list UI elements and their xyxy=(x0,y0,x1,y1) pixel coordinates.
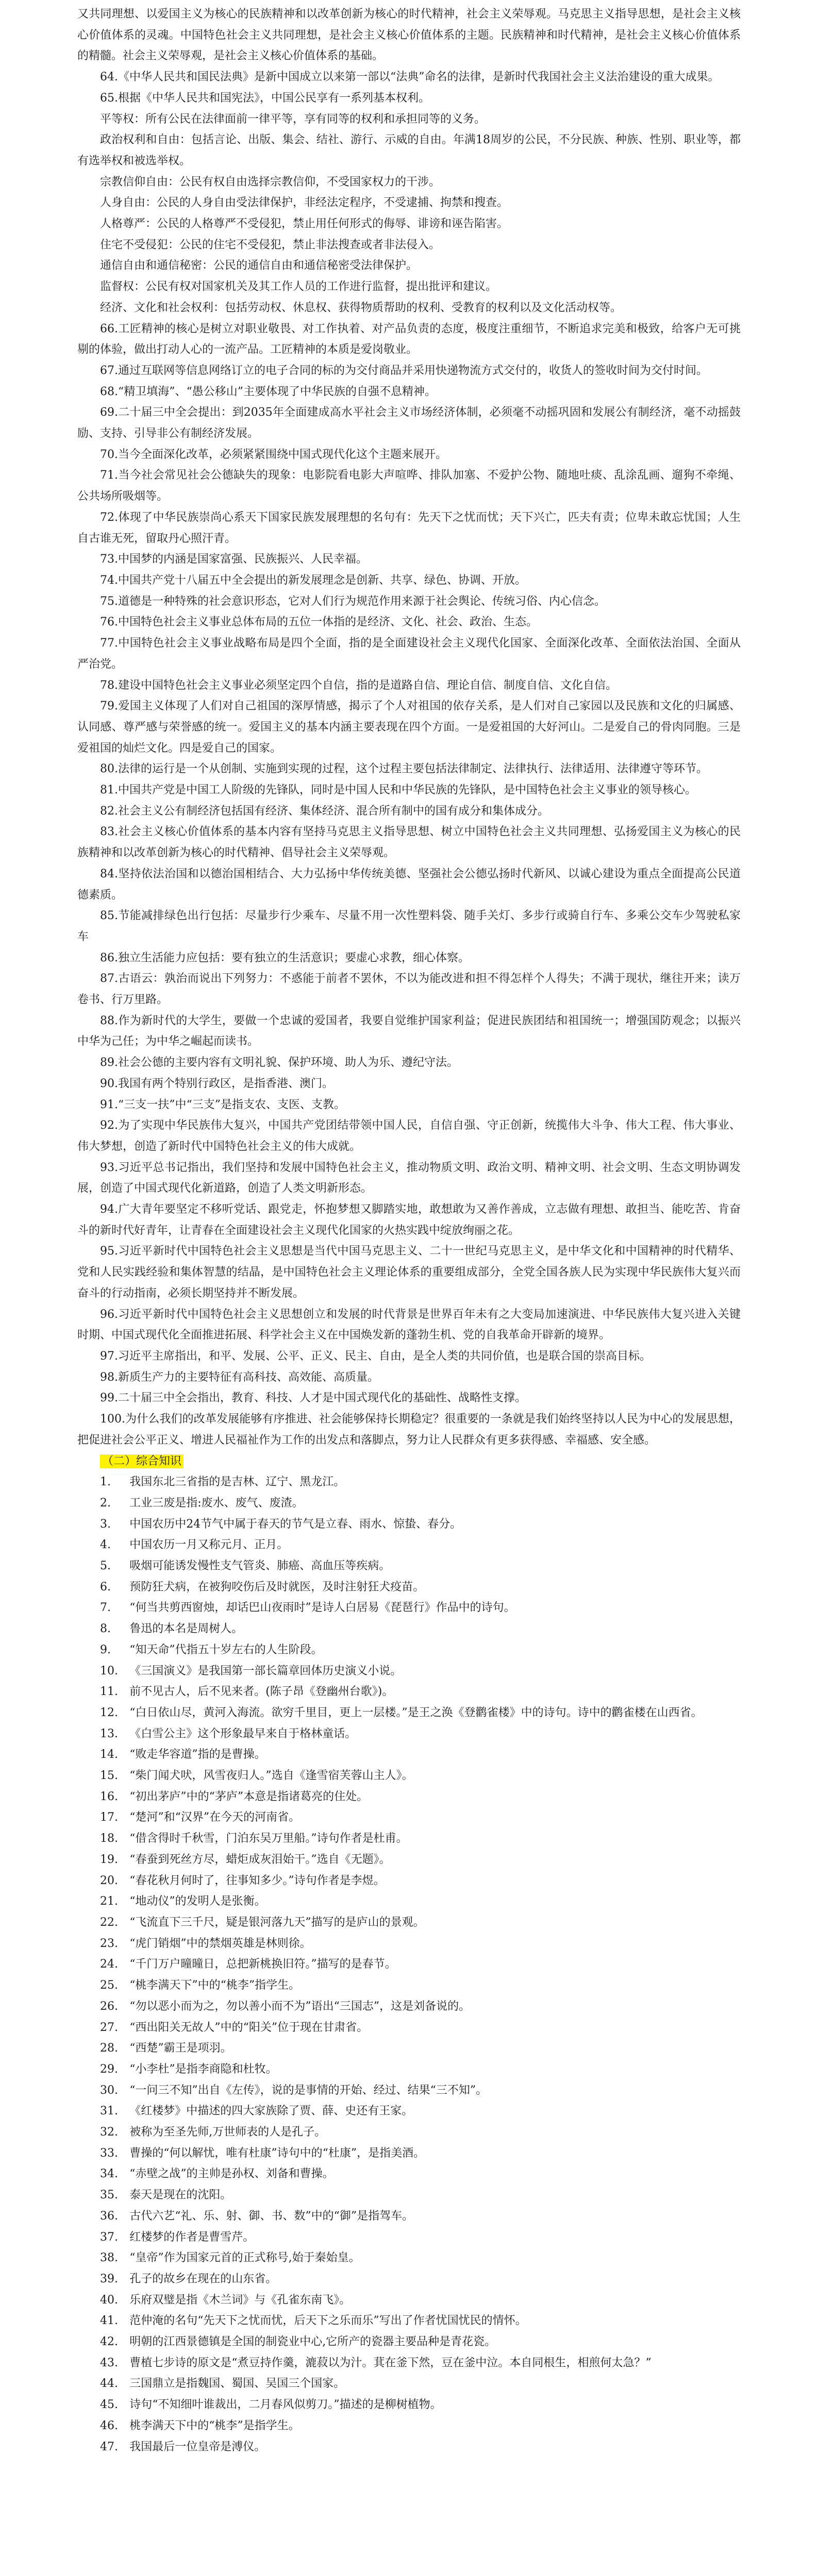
paragraph: 75.道德是一种特殊的社会意识形态，它对人们行为规范作用来源于社会舆论、传统习俗、内心信念。 xyxy=(100,595,606,608)
list-item-number: 23. xyxy=(100,1937,118,1950)
list-item-number: 34. xyxy=(100,2167,118,2181)
list-item-text: 古代六艺“礼、乐、射、御、书、数”中的“御”是指驾车。 xyxy=(129,2209,414,2223)
list-item-number: 28. xyxy=(100,2042,118,2055)
list-item-text: 《三国演义》是我国第一部长篇章回体历史演义小说。 xyxy=(129,1664,402,1677)
paragraph: 81.中国共产党是中国工人阶级的先锋队，同时是中国人民和中华民族的先锋队，是中国特色社会主义事业的领导核心。 xyxy=(100,784,696,797)
list-item-number: 44. xyxy=(100,2377,118,2391)
paragraph: 91.“三支一扶”中“三支”是指支农、支医、支教。 xyxy=(100,1098,345,1111)
list-item xyxy=(77,1891,741,1912)
list-item xyxy=(77,2018,741,2039)
list-item-number: 40. xyxy=(100,2293,118,2307)
paragraph: 68.“精卫填海”、“愚公移山”主要体现了中华民族的自强不息精神。 xyxy=(100,385,436,398)
list-item xyxy=(77,2080,741,2102)
list-item-number: 38. xyxy=(100,2251,118,2265)
list-item xyxy=(77,2416,741,2437)
list-item-number: 46. xyxy=(100,2419,118,2432)
paragraph: 100.为什么我们的改革发展能够有序推进、社会能够保持长期稳定？很重要的一条就是我们始终坚持以人民为中心的发展思想，把促进社会公平正义、增进人民福祉作为工作的出发点和落脚点，努力让人民群众有更多获得感、幸福感、安全感。 xyxy=(77,1413,741,1447)
list-item xyxy=(77,2101,741,2122)
list-item xyxy=(77,1514,741,1535)
list-item-text: “败走华容道”指的是曹操。 xyxy=(129,1748,266,1761)
section-heading-highlight xyxy=(100,1454,183,1468)
list-item-text: “知天命”代指五十岁左右的人生阶段。 xyxy=(129,1643,323,1656)
policy-knowledge-section xyxy=(77,4,741,1451)
list-item-number: 10. xyxy=(100,1664,118,1677)
list-item-number: 41. xyxy=(100,2314,118,2328)
list-item-text: “千门万户曈曈日，总把新桃换旧符。”描写的是春节。 xyxy=(129,1958,396,1971)
section-marker: （二） xyxy=(102,1454,137,1468)
list-item-text: “何当共剪西窗烛，却话巴山夜雨时”是诗人白居易《琵琶行》作品中的诗句。 xyxy=(129,1601,515,1615)
list-item xyxy=(77,2353,741,2374)
list-item-text: “勿以恶小而为之，勿以善小而不为”语出“三国志”，这是刘备说的。 xyxy=(129,1999,471,2013)
list-item xyxy=(77,1996,741,2018)
paragraph: 74.中国共产党十八届五中全会提出的新发展理念是创新、共享、绿色、协调、开放。 xyxy=(100,573,526,587)
list-item xyxy=(77,1766,741,1787)
paragraph: 77.中国特色社会主义事业战略布局是四个全面，指的是全面建设社会主义现代化国家、全面深化改革、全面依法治国、全面从严治党。 xyxy=(77,637,741,671)
list-item xyxy=(77,2374,741,2395)
list-item xyxy=(77,1556,741,1577)
paragraph: 64.《中华人民共和国民法典》是新中国成立以来第一部以“法典”命名的法律，是新时代我国社会主义法治建设的重大成果。 xyxy=(100,71,720,84)
list-item-text: 预防狂犬病，在被狗咬伤后及时就医，及时注射狂犬疫苗。 xyxy=(129,1580,425,1594)
list-item-number: 39. xyxy=(100,2272,118,2285)
paragraph: 平等权：所有公民在法律面前一律平等，享有同等的权利和承担同等的义务。 xyxy=(100,112,486,126)
paragraph: 住宅不受侵犯：公民的住宅不受侵犯，禁止非法搜查或者非法侵入。 xyxy=(100,238,441,251)
list-item xyxy=(77,2164,741,2185)
list-item-text: 范仲淹的名句“先天下之忧而忧，后天下之乐而乐”写出了作者忧国忧民的情怀。 xyxy=(129,2314,527,2328)
list-item-number: 42. xyxy=(100,2335,118,2349)
list-item-number: 37. xyxy=(100,2230,118,2244)
list-item-number: 11. xyxy=(100,1685,118,1699)
paragraph: 93.习近平总书记指出，我们坚持和发展中国特色社会主义，推动物质文明、政治文明、精神文明、社会文明、生态文明协调发展，创造了中国式现代化新道路，创造了人类文明新形态。 xyxy=(77,1161,741,1195)
list-item-number: 30. xyxy=(100,2083,118,2097)
list-item xyxy=(77,1472,741,1493)
list-item xyxy=(77,1661,741,1682)
list-item-number: 5. xyxy=(100,1560,111,1573)
list-item-text: “楚河”和“汉界”在今天的河南省。 xyxy=(129,1811,301,1824)
list-item-number: 33. xyxy=(100,2146,118,2160)
list-item-text: “柴门闻犬吠，风雪夜归人。”选自《逢雪宿芙蓉山主人》。 xyxy=(129,1769,413,1783)
list-item xyxy=(77,2143,741,2164)
list-item xyxy=(77,1640,741,1661)
list-item-text: 泰天是现在的沈阳。 xyxy=(129,2189,232,2202)
list-item xyxy=(77,2395,741,2416)
list-item-text: 三国鼎立是指魏国、蜀国、吴国三个国家。 xyxy=(129,2377,345,2391)
list-item-number: 7. xyxy=(100,1601,111,1615)
list-item xyxy=(77,2038,741,2059)
paragraph: 98.新质生产力的主要特征有高科技、高效能、高质量。 xyxy=(100,1370,379,1384)
list-item-text: 前不见古人，后不见来者。(陈子昂《登幽州台歌》)。 xyxy=(129,1685,394,1699)
list-item xyxy=(77,1934,741,1955)
list-item-text: “飞流直下三千尺，疑是银河落九天”描写的是庐山的景观。 xyxy=(129,1916,425,1929)
list-item xyxy=(77,1619,741,1640)
general-knowledge-list xyxy=(77,1472,741,2458)
paragraph: 95.习近平新时代中国特色社会主义思想是当代中国马克思主义、二十一世纪马克思主义，是中华文化和中国精神的时代精华、党和人民实践经验和集体智慧的结晶，是中国特色社会主义理论体系的重要组成部分，全党全国各族人民为实现中华民族伟大复兴而奋斗的行动指南，必须长期坚持并不断发展。 xyxy=(77,1245,741,1300)
list-item-number: 15. xyxy=(100,1769,118,1783)
list-item-number: 12. xyxy=(100,1706,118,1719)
list-item xyxy=(77,2206,741,2227)
list-item-number: 9. xyxy=(100,1643,111,1656)
paragraph: 99.二十届三中全会指出，教育、科技、人才是中国式现代化的基础性、战略性支撑。 xyxy=(100,1392,526,1405)
list-item-text: 桃李满天下中的“桃李”是指学生。 xyxy=(129,2419,300,2432)
list-item-text: 《红楼梦》中描述的四大家族除了贾、薛、史还有王家。 xyxy=(129,2105,413,2118)
paragraph: 72.体现了中华民族崇尚心系天下国家民族发展理想的名句有：先天下之忧而忧；天下兴亡，匹夫有责；位卑未敢忘忧国；人生自古谁无死，留取丹心照汗青。 xyxy=(77,511,741,545)
paragraph: 80.法律的运行是一个从创制、实施到实现的过程，这个过程主要包括法律制定、法律执行、法律适用、法律遵守等环节。 xyxy=(100,762,708,776)
list-item xyxy=(77,1975,741,1996)
paragraph: 84.坚持依法治国和以德治国相结合、大力弘扬中华传统美德、坚强社会公德弘扬时代新风、以诚心建设为重点全面提高公民道德素质。 xyxy=(77,867,741,902)
list-item xyxy=(77,1787,741,1808)
list-item xyxy=(77,2059,741,2080)
paragraph: 82.社会主义公有制经济包括国有经济、集体经济、混合所有制中的国有成分和集体成分。 xyxy=(100,804,549,818)
list-item xyxy=(77,1598,741,1619)
list-item-number: 13. xyxy=(100,1727,118,1740)
list-item-text: 中国农历中24节气中属于春天的节气是立春、雨水、惊蛰、春分。 xyxy=(129,1517,462,1531)
list-item-number: 3. xyxy=(100,1517,111,1531)
list-item-text: 我国最后一位皇帝是溥仪。 xyxy=(129,2440,266,2453)
list-item-text: “虎门销烟”中的禁烟英雄是林则徐。 xyxy=(129,1937,311,1950)
list-item xyxy=(77,2290,741,2311)
paragraph: 人格尊严：公民的人格尊严不受侵犯，禁止用任何形式的侮辱、诽谤和诬告陷害。 xyxy=(100,217,509,231)
paragraph: 97.习近平主席指出，和平、发展、公平、正义、民主、自由，是全人类的共同价值，也是联合国的崇高目标。 xyxy=(100,1350,651,1363)
list-item xyxy=(77,1807,741,1828)
list-item-number: 31. xyxy=(100,2105,118,2118)
paragraph: 86.独立生活能力应包括：要有独立的生活意识；要虚心求教，细心体察。 xyxy=(100,951,470,964)
list-item-number: 2. xyxy=(100,1496,111,1510)
list-item-text: 明朝的江西景德镇是全国的制瓷业中心,它所产的瓷器主要品种是青花瓷。 xyxy=(129,2335,496,2349)
list-item xyxy=(77,2185,741,2206)
paragraph: 73.中国梦的内涵是国家富强、民族振兴、人民幸福。 xyxy=(100,553,368,566)
list-item xyxy=(77,2248,741,2269)
list-item-text: “白日依山尽，黄河入海流。欲穷千里目，更上一层楼。”是王之涣《登鹳雀楼》中的诗句。诗中的鹳雀楼在山西省。 xyxy=(129,1706,703,1719)
list-item-text: “赤壁之战”的主帅是孙权、刘备和曹操。 xyxy=(129,2167,334,2181)
list-item-number: 1. xyxy=(100,1476,111,1489)
list-item xyxy=(77,1682,741,1703)
list-item-text: 诗句“不知细叶谁裁出，二月春风似剪刀。”描述的是柳树植物。 xyxy=(129,2398,442,2412)
paragraph: 96.习近平新时代中国特色社会主义思想创立和发展的时代背景是世界百年未有之大变局加速演进、中华民族伟大复兴进入关键时期、中国式现代化全面推进拓展、科学社会主义在中国焕发新的蓬勃生机、党的自我革命开辟新的境界。 xyxy=(77,1308,741,1342)
list-item-text: “小李杜”是指李商隐和杜牧。 xyxy=(129,2062,277,2076)
section-heading xyxy=(100,1451,741,1472)
list-item xyxy=(77,1744,741,1766)
paragraph: 又共同理想、以爱国主义为核心的民族精神和以改革创新为核心的时代精神，社会主义荣辱观。马克思主义指导思想，是社会主义核心价值体系的灵魂。中国特色社会主义共同理想，是社会主义核心价值体系的主题。民族精神和时代精神，是社会主义核心价值体系的精髓。社会主义荣辱观，是社会主义核心价值体系的基础。 xyxy=(77,8,741,63)
list-item xyxy=(77,2269,741,2290)
list-item xyxy=(77,1850,741,1871)
paragraph: 宗教信仰自由：公民有权自由选择宗教信仰，不受国家权力的干涉。 xyxy=(100,175,441,189)
list-item-text: “借含得时千秋雪，门泊东吴万里船。”诗句作者是杜甫。 xyxy=(129,1832,408,1845)
list-item-number: 35. xyxy=(100,2189,118,2202)
list-item xyxy=(77,1724,741,1745)
list-item-text: 吸烟可能诱发慢性支气管炎、肺癌、高血压等疾病。 xyxy=(129,1560,391,1573)
list-item-text: 鲁迅的本名是周树人。 xyxy=(129,1622,243,1636)
list-item-text: “春蚕到死丝方尽，蜡炬成灰泪始干。”选自《无题》。 xyxy=(129,1853,391,1866)
list-item xyxy=(77,1954,741,1975)
list-item xyxy=(77,1577,741,1598)
paragraph: 85.节能减排绿色出行包括：尽量步行少乘车、尽量不用一次性塑料袋、随手关灯、多步行或骑自行车、多乘公交车少驾驶私家车 xyxy=(77,909,741,943)
list-item-number: 6. xyxy=(100,1580,111,1594)
section-title: 综合知识 xyxy=(136,1454,182,1468)
list-item-number: 20. xyxy=(100,1874,118,1887)
list-item xyxy=(77,1871,741,1892)
list-item-text: 中国农历一月又称元月、正月。 xyxy=(129,1538,289,1552)
list-item-number: 45. xyxy=(100,2398,118,2412)
list-item-text: “桃李满天下”中的“桃李”指学生。 xyxy=(129,1979,301,1992)
list-item xyxy=(77,1912,741,1934)
paragraph: 监督权：公民有权对国家机关及其工作人员的工作进行监督，提出批评和建议。 xyxy=(100,280,497,294)
paragraph: 经济、文化和社会权利：包括劳动权、休息权、获得物质帮助的权利、受教育的权利以及文化活动权等。 xyxy=(100,301,622,314)
list-item-text: “地动仪”的发明人是张衡。 xyxy=(129,1895,266,1908)
list-item xyxy=(77,2437,741,2458)
list-item-number: 8. xyxy=(100,1622,111,1636)
list-item-text: “皇帝”作为国家元首的正式称号,始于秦始皇。 xyxy=(129,2251,360,2265)
paragraph: 78.建设中国特色社会主义事业必须坚定四个自信，指的是道路自信、理论自信、制度自信、文化自信。 xyxy=(100,679,617,692)
list-item xyxy=(77,2122,741,2143)
list-item-text: 工业三废是指:废水、废气、废渣。 xyxy=(129,1496,304,1510)
list-item xyxy=(77,1535,741,1556)
paragraph: 83.社会主义核心价值体系的基本内容有坚持马克思主义指导思想、树立中国特色社会主义共同理想、弘扬爱国主义为核心的民族精神和以改革创新为核心的时代精神、倡导社会主义荣辱观。 xyxy=(77,825,741,860)
list-item-number: 25. xyxy=(100,1979,118,1992)
list-item-number: 27. xyxy=(100,2021,118,2034)
list-item-text: 曹操的“何以解忧，唯有杜康”诗句中的“杜康”，是指美酒。 xyxy=(129,2146,425,2160)
list-item xyxy=(77,2332,741,2353)
list-item-number: 17. xyxy=(100,1811,118,1824)
paragraph: 67.通过互联网等信息网络订立的电子合同的标的为交付商品并采用快递物流方式交付的，收货人的签收时间为交付时间。 xyxy=(100,364,708,377)
paragraph: 70.当今全面深化改革，必须紧紧围绕中国式现代化这个主题来展开。 xyxy=(100,448,447,461)
list-item-text: “西楚”霸王是项羽。 xyxy=(129,2042,232,2055)
list-item-number: 19. xyxy=(100,1853,118,1866)
list-item-text: “西出阳关无故人”中的“阳关”位于现在甘肃省。 xyxy=(129,2021,369,2034)
list-item-number: 16. xyxy=(100,1790,118,1803)
list-item-text: 被称为至圣先师,万世师表的人是孔子。 xyxy=(129,2126,326,2139)
paragraph: 政治权利和自由：包括言论、出版、集会、结社、游行、示威的自由。年满18周岁的公民，不分民族、种族、性别、职业等，都有选举权和被选举权。 xyxy=(77,133,741,167)
list-item-number: 14. xyxy=(100,1748,118,1761)
paragraph: 89.社会公德的主要内容有文明礼貌、保护环境、助人为乐、遵纪守法。 xyxy=(100,1056,458,1070)
list-item-number: 43. xyxy=(100,2356,118,2369)
paragraph: 94.广大青年要坚定不移听党话、跟党走，怀抱梦想又脚踏实地，敢想敢为又善作善成，立志做有理想、敢担当、能吃苦、肯奋斗的新时代好青年，让青春在全面建设社会主义现代化国家的火热实践中绽放绚丽之花。 xyxy=(77,1203,741,1237)
paragraph: 通信自由和通信秘密：公民的通信自由和通信秘密受法律保护。 xyxy=(100,259,418,273)
list-item xyxy=(77,2311,741,2332)
list-item-number: 26. xyxy=(100,1999,118,2013)
list-item-number: 24. xyxy=(100,1958,118,1971)
paragraph: 88.作为新时代的大学生，要做一个忠诚的爱国者，我要自觉维护国家利益；促进民族团结和祖国统一；增强国防观念；以振兴中华为己任；为中华之崛起而读书。 xyxy=(77,1014,741,1048)
paragraph: 87.古语云：孰治而说出下列努力：不惑能于前者不罢休，不以为能改进和担不得怎样个人得失；不满于现状，继往开来；读万卷书、行万里路。 xyxy=(77,972,741,1007)
list-item-text: “春花秋月何时了，往事知多少。”诗句作者是李煜。 xyxy=(129,1874,385,1887)
list-item-number: 18. xyxy=(100,1832,118,1845)
paragraph: 76.中国特色社会主义事业总体布局的五位一体指的是经济、文化、社会、政治、生态。 xyxy=(100,616,538,629)
paragraph: 69.二十届三中全会提出：到2035年全面建成高水平社会主义市场经济体制，必须毫不动摇巩固和发展公有制经济，毫不动摇鼓励、支持、引导非公有制经济发展。 xyxy=(77,406,741,440)
list-item-text: “一问三不知”出自《左传》，说的是事情的开始、经过、结果“三不知”。 xyxy=(129,2083,488,2097)
list-item-text: 《白雪公主》这个形象最早来自于格林童话。 xyxy=(129,1727,357,1740)
list-item xyxy=(77,1703,741,1724)
paragraph: 人身自由：公民的人身自由受法律保护，非经法定程序，不受逮捕、拘禁和搜查。 xyxy=(100,196,509,210)
list-item-text: 红楼梦的作者是曹雪芹。 xyxy=(129,2230,255,2244)
paragraph: 90.我国有两个特别行政区，是指香港、澳门。 xyxy=(100,1077,333,1090)
list-item-number: 29. xyxy=(100,2062,118,2076)
list-item-text: 乐府双璧是指《木兰词》与《孔雀东南飞》。 xyxy=(129,2293,351,2307)
list-item-text: 我国东北三省指的是吉林、辽宁、黑龙江。 xyxy=(129,1476,345,1489)
list-item-text: 曹植七步诗的原文是“煮豆持作羹，漉菽以为汁。萁在釜下然，豆在釜中泣。本自同根生，相煎何太急？” xyxy=(129,2356,652,2369)
paragraph: 71.当今社会常见社会公德缺失的现象：电影院看电影大声喧哗、排队加塞、不爱护公物、随地吐痰、乱涂乱画、遛狗不牵绳、公共场所吸烟等。 xyxy=(77,469,741,503)
paragraph: 66.工匠精神的核心是树立对职业敬畏、对工作执着、对产品负责的态度，极度注重细节，不断追求完美和极致，给客户无可挑剔的体验，做出打动人心的一流产品。工匠精神的本质是爱岗敬业。 xyxy=(77,322,741,357)
list-item xyxy=(77,2227,741,2248)
list-item-text: “初出茅庐”中的“茅庐”本意是指诸葛亮的住处。 xyxy=(129,1790,369,1803)
list-item-number: 36. xyxy=(100,2209,118,2223)
paragraph: 65.根据《中华人民共和国宪法》，中国公民享有一系列基本权利。 xyxy=(100,91,430,105)
list-item xyxy=(77,1493,741,1514)
paragraph: 79.爱国主义体现了人们对自己祖国的深厚情感，揭示了个人对祖国的依存关系，是人们对自己家园以及民族和文化的归属感、认同感、尊严感与荣誉感的统一。爱国主义的基本内涵主要表现在四个方面。一是爱祖国的大好河山。二是爱自己的骨肉同胞。三是爱祖国的灿烂文化。四是爱自己的国家。 xyxy=(77,700,741,755)
list-item-text: 孔子的故乡在现在的山东省。 xyxy=(129,2272,277,2285)
list-item xyxy=(77,1828,741,1850)
list-item-number: 21. xyxy=(100,1895,118,1908)
list-item-number: 4. xyxy=(100,1538,111,1552)
list-item-number: 47. xyxy=(100,2440,118,2453)
list-item-number: 22. xyxy=(100,1916,118,1929)
paragraph: 92.为了实现中华民族伟大复兴，中国共产党团结带领中国人民，自信自强、守正创新，统揽伟大斗争、伟大工程、伟大事业、伟大梦想，创造了新时代中国特色社会主义的伟大成就。 xyxy=(77,1119,741,1153)
list-item-number: 32. xyxy=(100,2126,118,2139)
